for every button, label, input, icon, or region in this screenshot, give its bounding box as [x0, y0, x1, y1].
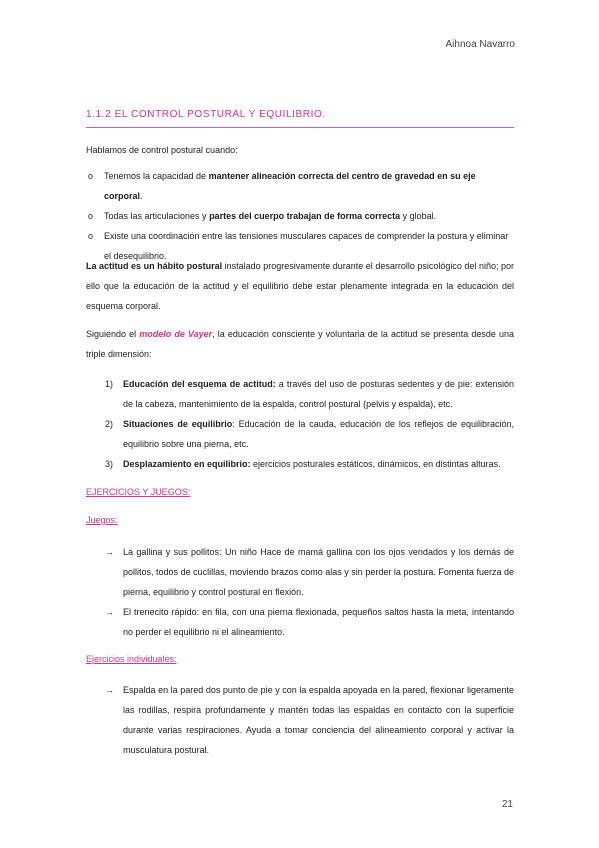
list-item: o Existe una coordinación entre las tensiones musculares capaces de comprender la postura y eliminar el desequilibrio. — [86, 226, 514, 266]
list-item: → La gallina y sus pollitos: Un niño Hace de mamá gallina con los ojos vendados y los demás de pollitos, todos de cuclillas, moviendo brazos como alas y sin perder la postura. Fomenta fuerza de pierna, equilibrio y control postural en flexión. — [86, 542, 514, 602]
list-item: 1) Educación del esquema de actitud: a través del uso de posturas sedentes y de pie: extensión de la cabeza, mantenimiento de la espalda, control postural (pelvis y espalda), etc. — [105, 379, 514, 409]
section-rule — [86, 127, 514, 128]
vayer-paragraph: Siguiendo el modelo de Vayer, la educación consciente y voluntaria de la actitud se presenta desde una triple dimensión: — [86, 329, 514, 359]
vayer-model-link: modelo de Vayer — [139, 329, 213, 339]
intro-text: Hablamos de control postural cuando: — [86, 145, 238, 155]
list-item: o Todas las articulaciones y partes del cuerpo trabajan de forma correcta y global. — [86, 206, 514, 226]
list-item: o Tenemos la capacidad de mantener alineación correcta del centro de gravedad en su eje corporal. — [86, 166, 514, 206]
section-title: 1.1.2 EL CONTROL POSTURAL Y EQUILIBRIO. — [86, 109, 326, 120]
arrow-icon: → — [105, 685, 114, 695]
page-number: 21 — [501, 799, 513, 810]
actitud-paragraph: La actitud es un hábito postural instalado progresivamente durante el desarrollo psicológico del niño; por ello que la educación de la actitud y el equilibrio debe estar plenamente integrada en la educación del esquema corporal. — [86, 261, 514, 311]
header-author: Aihnoa Navarro — [445, 39, 515, 50]
bullet-icon: o — [88, 211, 94, 221]
list-item: 2) Situaciones de equilibrio: Educación de la cauda, educación de los reflejos de equilibración, equilibrio sobre una pierna, etc. — [105, 419, 514, 449]
bullet-icon: o — [88, 171, 94, 181]
juegos-list — [86, 542, 514, 642]
individuales-list — [86, 680, 514, 760]
dimension-list — [86, 374, 514, 474]
conditions-list — [86, 166, 514, 266]
exercises-heading: EJERCICIOS Y JUEGOS: — [86, 487, 191, 497]
list-item: → El trenecito rápido: en fila, con una pierna flexionada, pequeños saltos hasta la meta, intentando no perder el equilibrio ni el alineamiento. — [86, 602, 514, 642]
list-item: → Espalda en la pared dos punto de pie y con la espalda apoyada en la pared, flexionar ligeramente las rodillas, respira profundamente y mantén todas las espaldas en contacto con la superficie durante varias respiraciones. Ayuda a tomar conciencia del alineamiento corporal y activar la musculatura postural. — [86, 680, 514, 760]
arrow-icon: → — [105, 607, 114, 617]
list-item: 3) Desplazamiento en equilibrio: ejercicios posturales estáticos, dinámicos, en distintas alturas. — [105, 459, 501, 469]
individuales-heading: Ejercicios individuales: — [86, 654, 177, 664]
arrow-icon: → — [105, 547, 114, 557]
juegos-heading: Juegos: — [86, 515, 118, 525]
bullet-icon: o — [88, 231, 94, 241]
